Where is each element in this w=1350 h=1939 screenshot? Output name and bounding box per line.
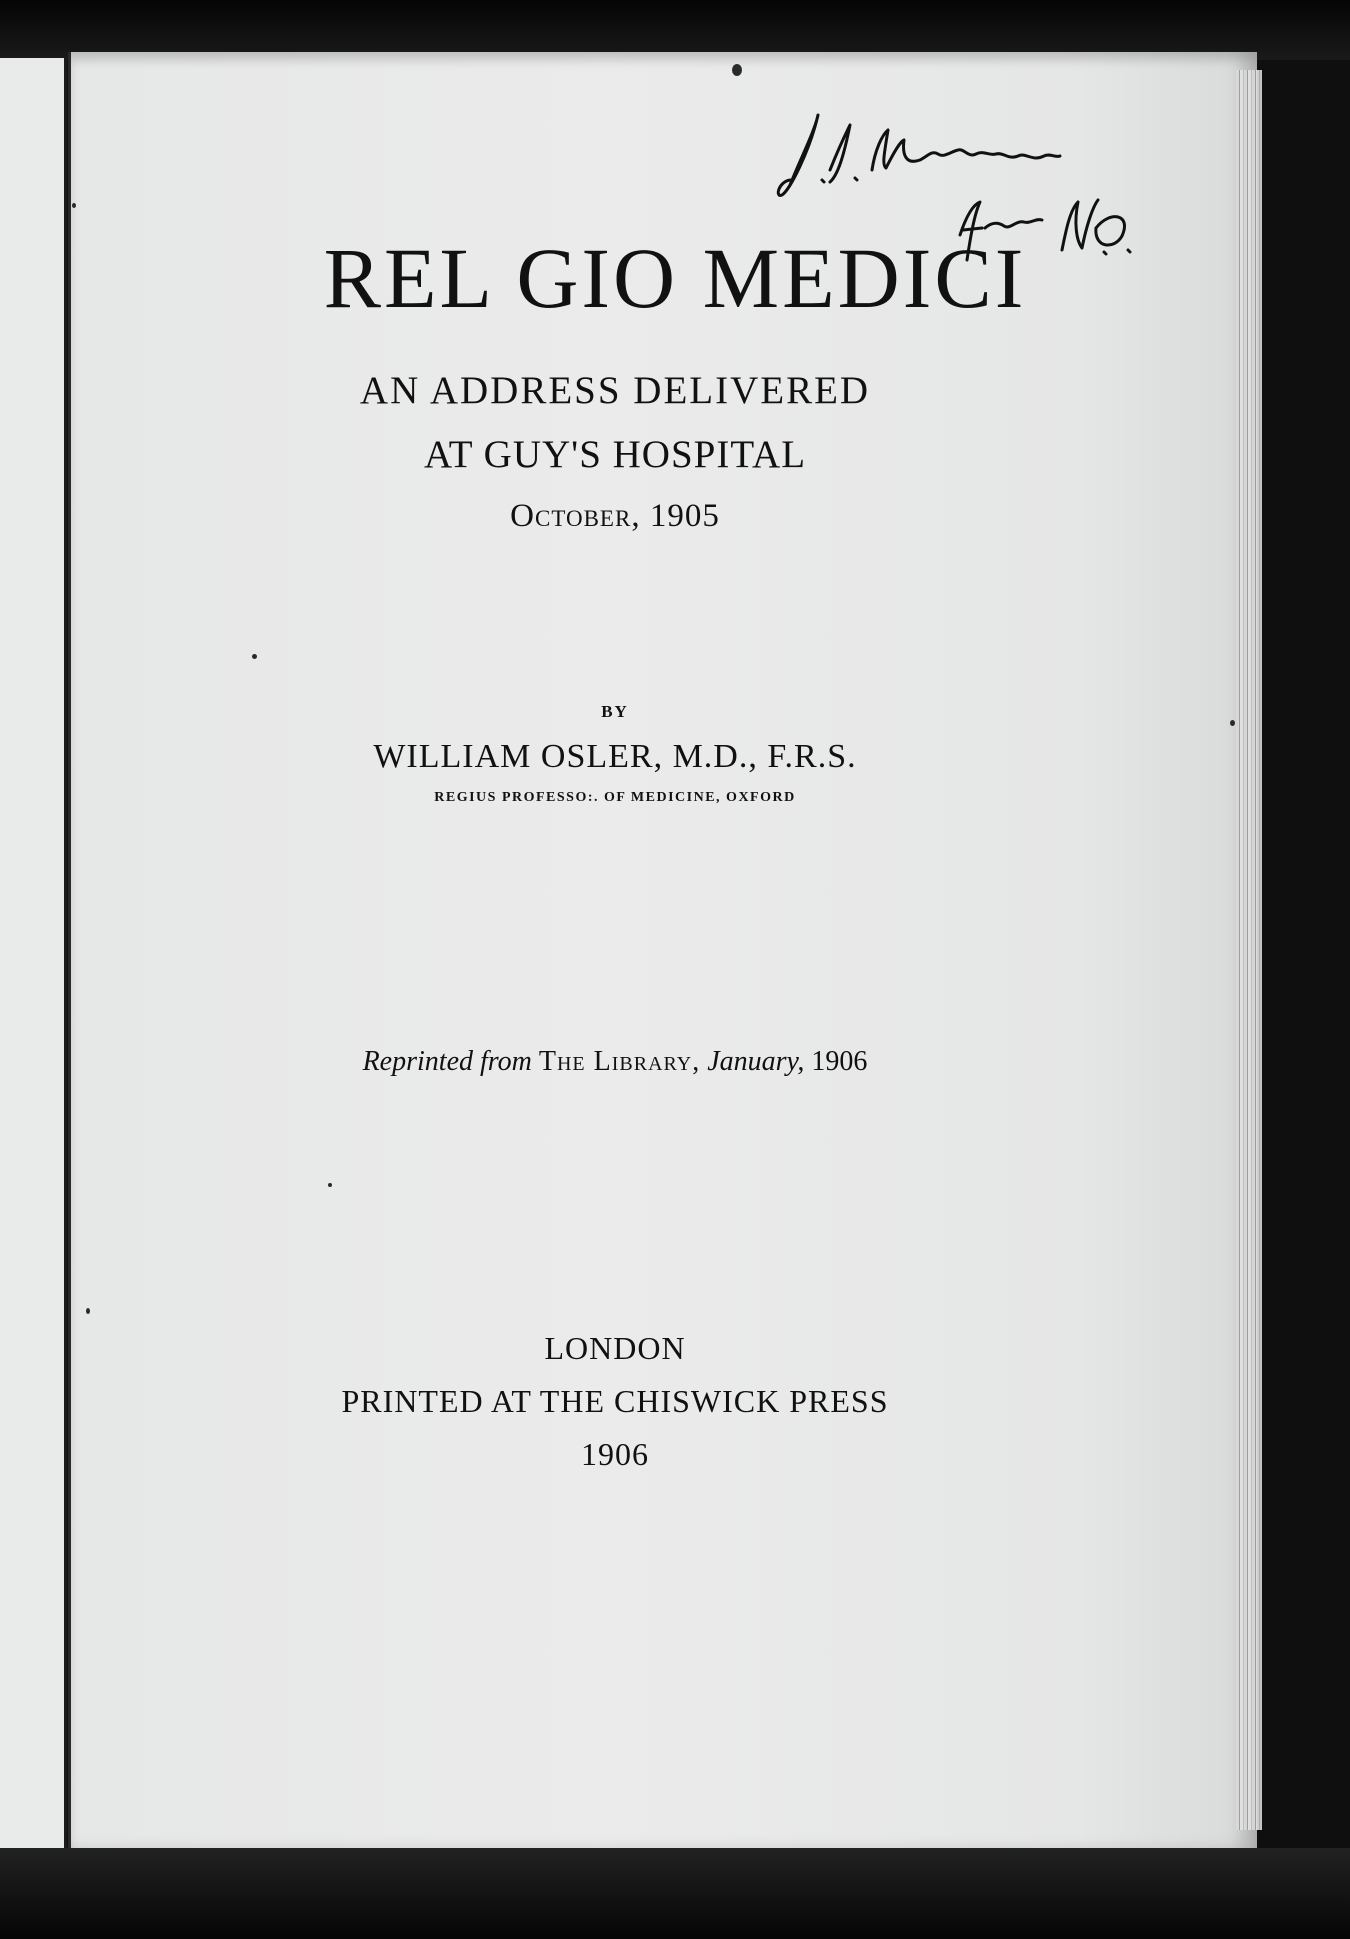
inscription-text: J.J. Mackenzie from W.O. bbox=[760, 110, 771, 111]
imprint-city: LONDON bbox=[544, 1330, 686, 1366]
scan-speck bbox=[1230, 720, 1235, 726]
scan-bottom-border bbox=[0, 1848, 1350, 1939]
address-date: October, 1905 bbox=[510, 498, 720, 534]
scan-speck bbox=[72, 203, 76, 208]
subtitle-line-2: AT GUY'S HOSPITAL bbox=[423, 433, 807, 476]
page-fore-edge bbox=[1236, 70, 1262, 1830]
scan-speck bbox=[86, 1308, 90, 1314]
adjacent-page-edge bbox=[0, 58, 67, 1868]
imprint-printer: PRINTED AT THE CHISWICK PRESS bbox=[341, 1383, 889, 1419]
scan-top-border bbox=[0, 0, 1350, 60]
author-affiliation: REGIUS PROFESSO:. OF MEDICINE, OXFORD bbox=[434, 790, 796, 805]
scan-speck bbox=[252, 654, 257, 659]
reprint-month: January, bbox=[707, 1046, 805, 1077]
scan-speck bbox=[328, 1183, 332, 1187]
reprint-prefix: Reprinted from bbox=[362, 1046, 532, 1077]
imprint-year: 1906 bbox=[581, 1436, 649, 1472]
author-name: WILLIAM OSLER, M.D., F.R.S. bbox=[373, 738, 857, 775]
reprint-note bbox=[0, 1046, 1230, 1078]
by-label: BY bbox=[601, 702, 629, 721]
subtitle-line-1: AN ADDRESS DELIVERED bbox=[359, 369, 871, 412]
book-title: REL GIO MEDICI bbox=[323, 230, 1027, 326]
reprint-source: The Library, bbox=[538, 1046, 701, 1077]
scan-speck bbox=[732, 64, 742, 76]
reprint-year: 1906 bbox=[811, 1046, 868, 1077]
